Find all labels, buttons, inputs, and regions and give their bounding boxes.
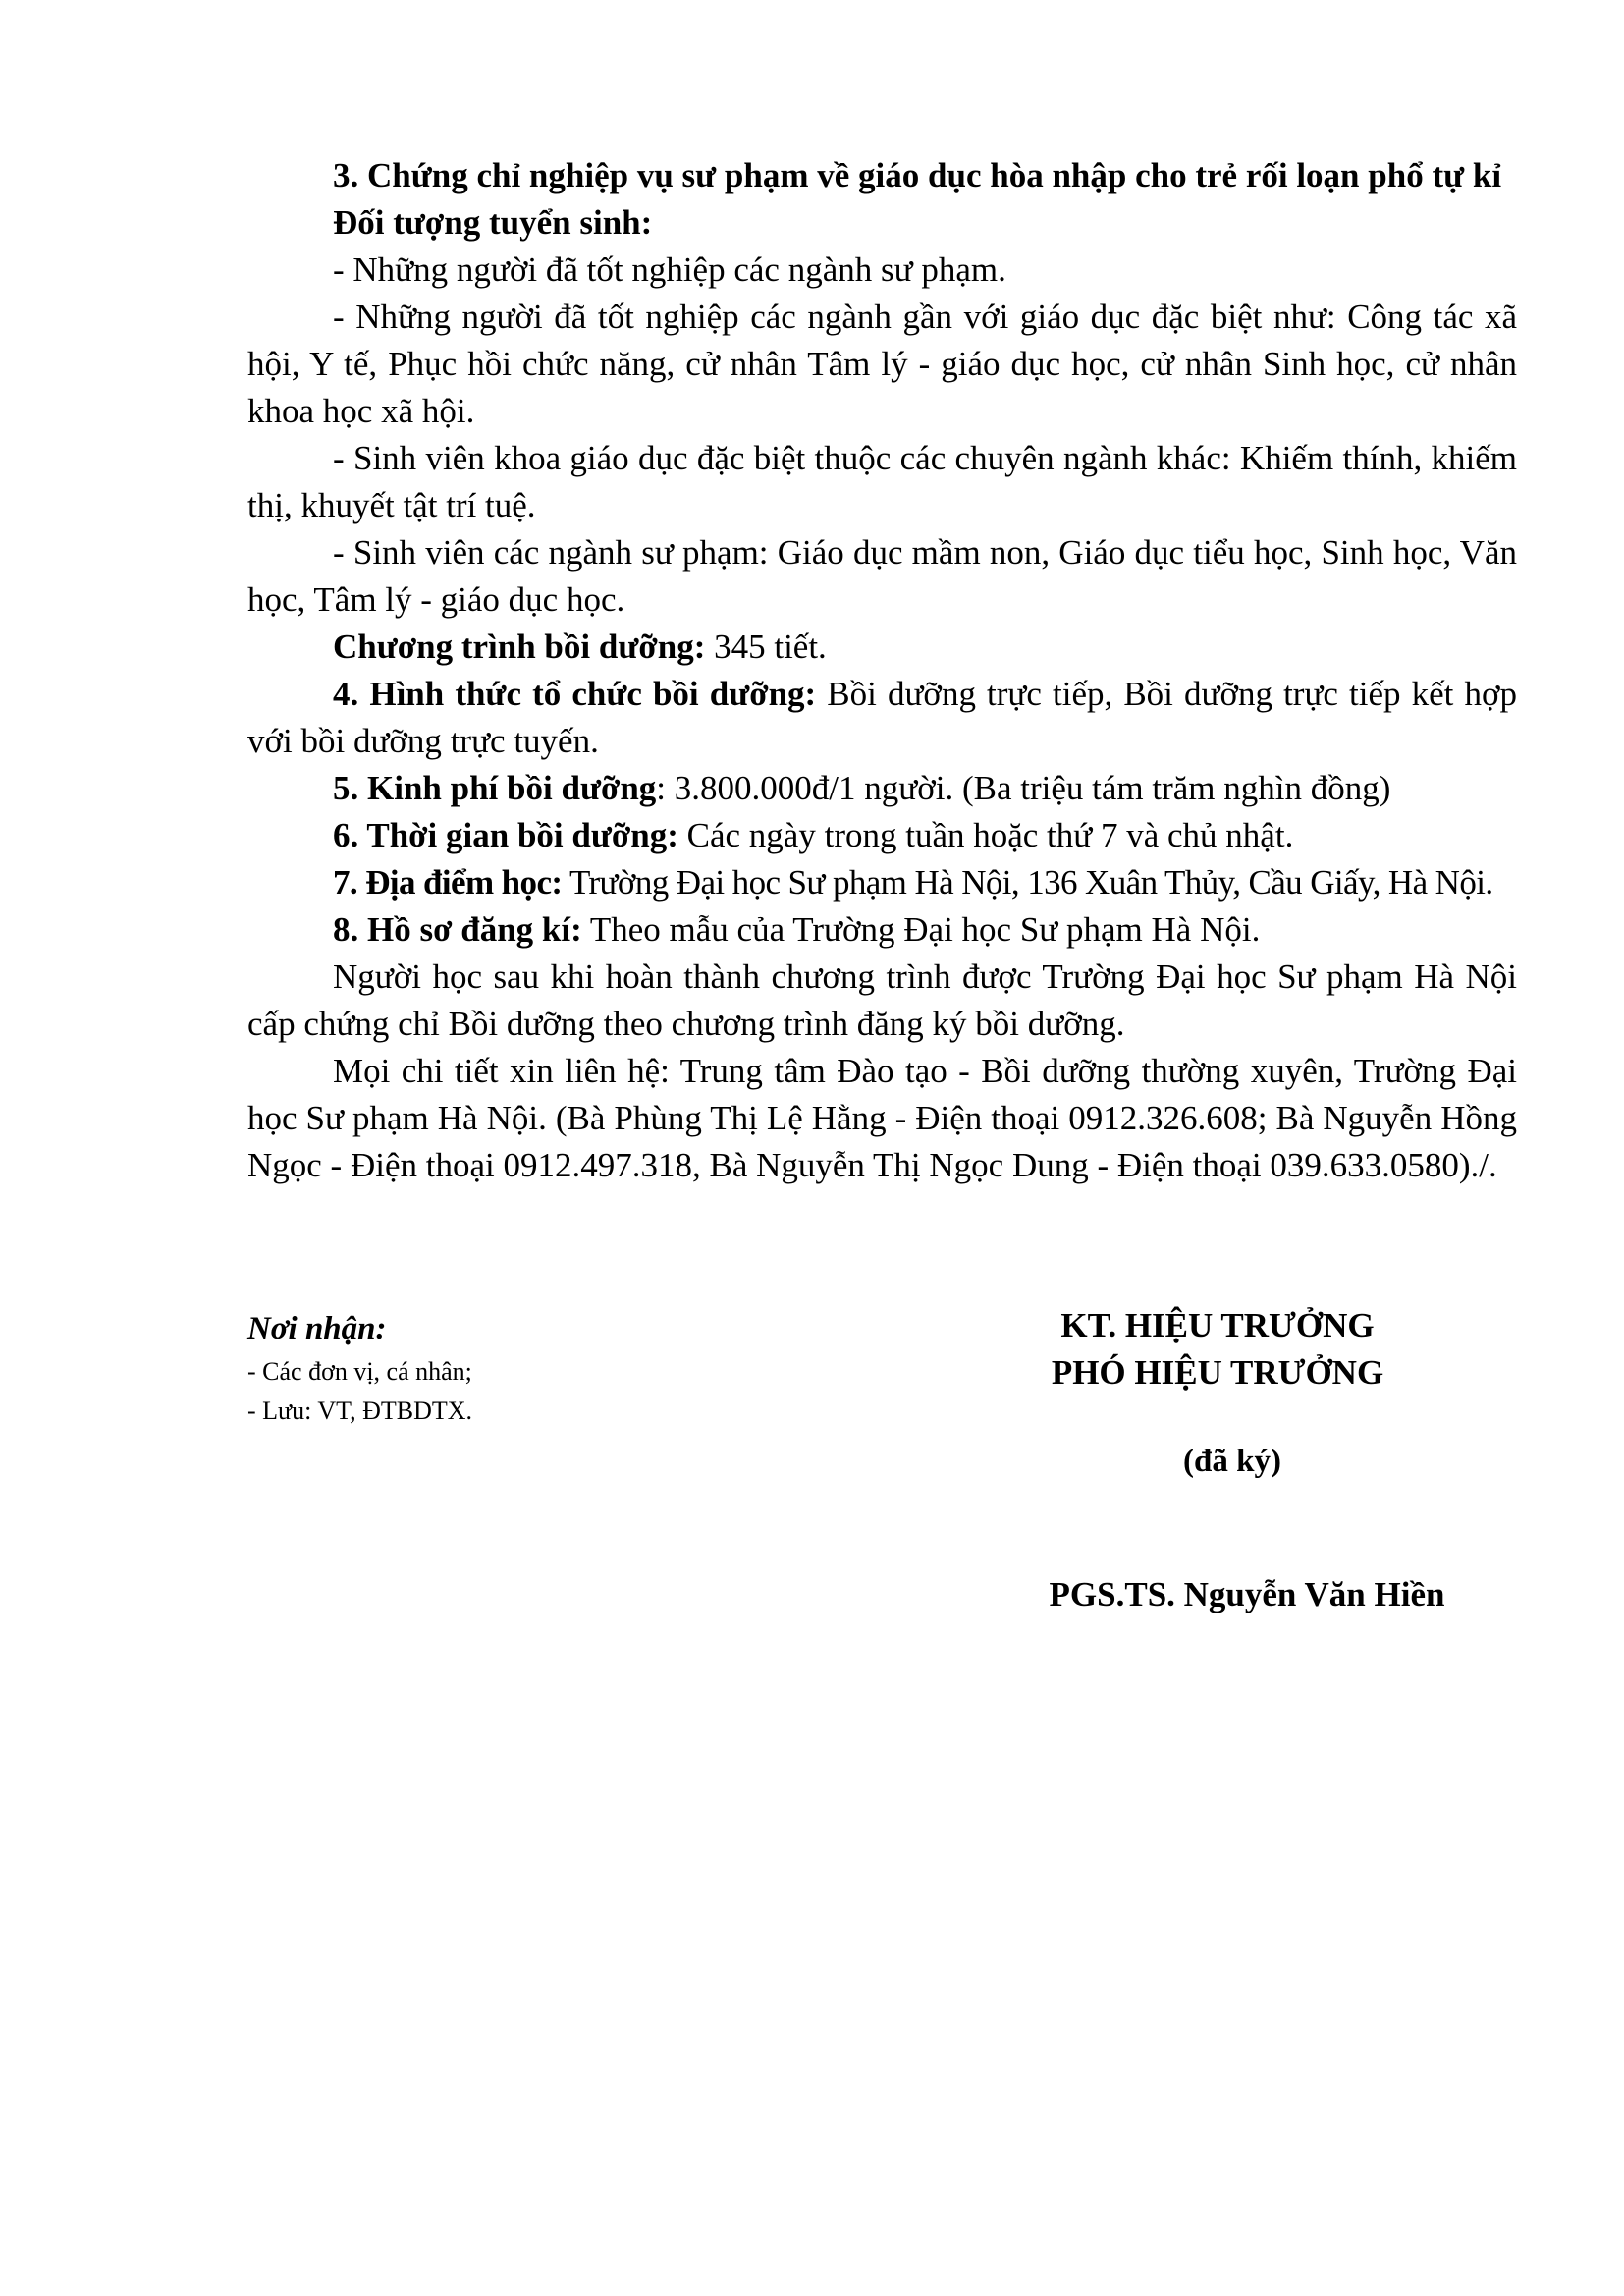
audience-item-3 [247,435,1517,529]
section-6-value: Các ngày trong tuần hoặc thứ 7 và chủ nhật. [677,816,1294,854]
contact-note: Mọi chi tiết xin liên hệ: Trung tâm Đào tạo - Bồi dưỡng thường xuyên, Trường Đại học Sư phạm Hà Nội. (Bà Phùng Thị Lệ Hằng - Điện thoại 0912.326.608; Bà Nguyễn Hồng Ngọc - Điện thoại 0912.497.318, Bà Nguyễn Thị Ngọc Dung - Điện thoại 039.633.0580)./. [247,1052,1517,1184]
completion-note: Người học sau khi hoàn thành chương trình được Trường Đại học Sư phạm Hà Nội cấp chứng chỉ Bồi dưỡng theo chương trình đăng ký bồi dưỡng. [247,957,1517,1043]
section-6 [247,812,1517,859]
recipients-title: Nơi nhận: [247,1311,387,1346]
recipients-block [247,1309,472,1431]
section-3-title: 3. Chứng chỉ nghiệp vụ sư phạm về giáo dục hòa nhập cho trẻ rối loạn phổ tự kỉ [333,156,1502,194]
recipient-item: - Các đơn vị, cá nhân; [247,1357,472,1386]
audience-item-3-text: - Sinh viên khoa giáo dục đặc biệt thuộc các chuyên ngành khác: Khiếm thính, khiếm thị, khuyết tật trí tuệ. [247,439,1517,524]
section-8-value: Theo mẫu của Trường Đại học Sư phạm Hà Nội. [581,910,1261,949]
document-body [247,152,1517,1189]
audience-item-4 [247,529,1517,624]
program-line [247,624,1517,671]
audience-item-1-text: - Những người đã tốt nghiệp các ngành sư phạm. [333,250,1006,289]
program-value: 345 tiết. [705,628,827,666]
section-7-label: 7. Địa điểm học: [333,863,563,902]
signature-block [943,1302,1492,1618]
section-8-label: 8. Hồ sơ đăng kí: [333,910,582,949]
section-4-value: Bồi dưỡng trực tiếp, Bồi dưỡng trực tiếp kết hợp với bồi dưỡng trực tuyến. [247,675,1517,760]
audience-item-2 [247,294,1517,435]
signed-note: (đã ký) [1183,1444,1281,1479]
signer-name: PGS.TS. Nguyễn Văn Hiền [1049,1575,1445,1613]
section-6-label: 6. Thời gian bồi dưỡng: [333,816,678,854]
signature-role-line-1: KT. HIỆU TRƯỞNG [1060,1306,1375,1344]
section-7-value: Trường Đại học Sư phạm Hà Nội, 136 Xuân Thủy, Cầu Giấy, Hà Nội. [562,863,1493,902]
audience-item-4-text: - Sinh viên các ngành sư phạm: Giáo dục mầm non, Giáo dục tiểu học, Sinh học, Văn học, Tâm lý - giáo dục học. [247,533,1517,619]
program-label: Chương trình bồi dưỡng: [333,628,706,666]
section-4-label: 4. Hình thức tổ chức bồi dưỡng: [333,675,817,713]
section-5-value: : 3.800.000đ/1 người. (Ba triệu tám trăm nghìn đồng) [656,769,1391,807]
section-8 [247,906,1517,954]
audience-item-1 [247,246,1517,294]
audience-heading: Đối tượng tuyển sinh: [333,203,653,242]
section-7 [247,859,1517,906]
signature-role-line-2: PHÓ HIỆU TRƯỞNG [1051,1353,1384,1392]
audience-item-2-text: - Những người đã tốt nghiệp các ngành gần với giáo dục đặc biệt như: Công tác xã hội, Y tế, Phục hồi chức năng, cử nhân Tâm lý - giáo dục học, cử nhân Sinh học, cử nhân khoa học xã hội. [247,298,1517,430]
section-5 [247,765,1517,812]
section-5-label: 5. Kinh phí bồi dưỡng [333,769,657,807]
recipient-item: - Lưu: VT, ĐTBDTX. [247,1396,473,1425]
section-4 [247,671,1517,765]
